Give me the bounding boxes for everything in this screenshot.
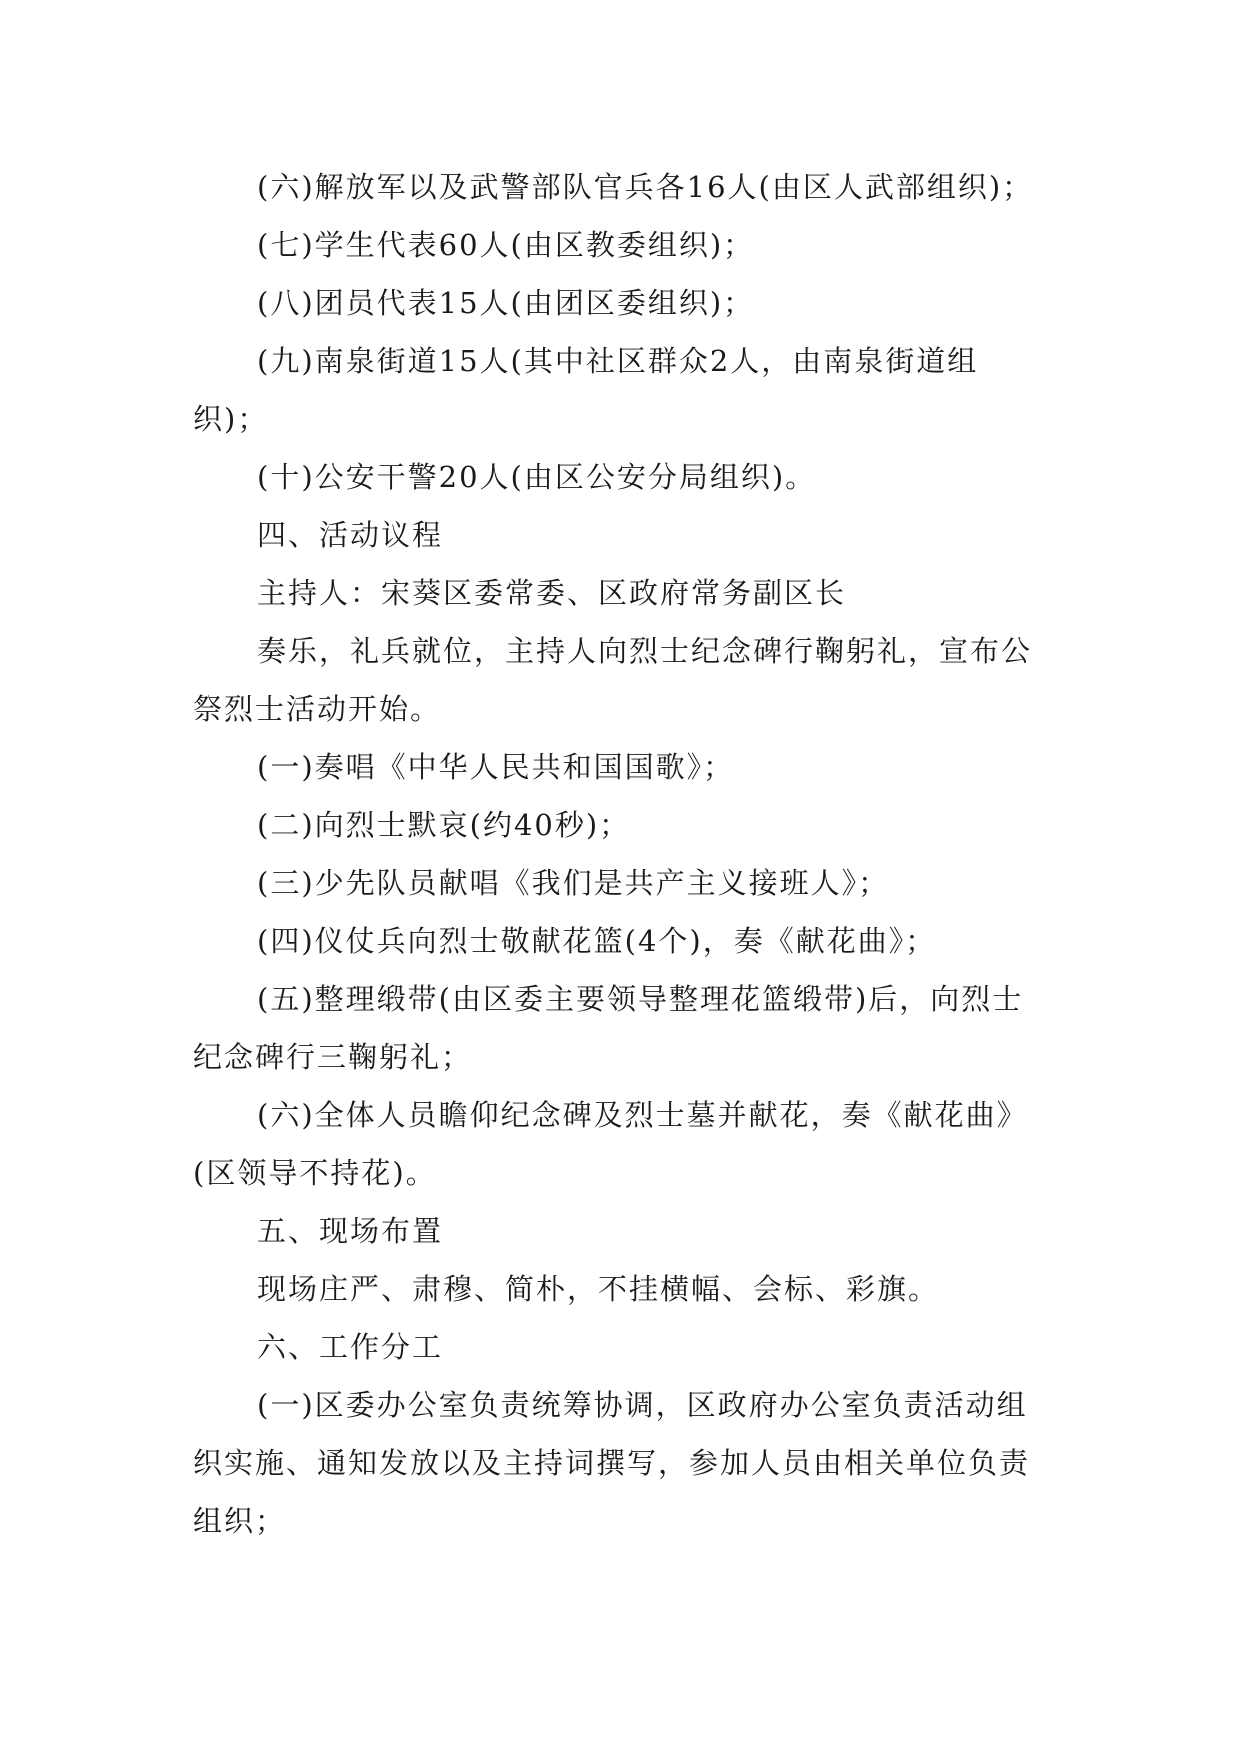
section-heading-venue: 五、现场布置 — [257, 1214, 444, 1248]
section-heading-agenda: 四、活动议程 — [257, 518, 444, 552]
agenda-item-1: (一)奏唱《中华人民共和国国歌》； — [257, 750, 735, 784]
paragraph-list-item-8: (八)团员代表15人(由团区委组织)； — [257, 286, 755, 320]
paragraph-list-item-6: (六)解放军以及武警部队官兵各16人(由区人武部组织)； — [257, 170, 1034, 204]
host-line: 主持人：宋葵区委常委、区政府常务副区长 — [257, 576, 847, 610]
paragraph-list-item-7: (七)学生代表60人(由区教委组织)； — [257, 228, 755, 262]
document-body — [193, 158, 1053, 1550]
agenda-item-4: (四)仪仗兵向烈士敬献花篮(4个)，奏《献花曲》； — [257, 924, 937, 958]
section-heading-division-of-work: 六、工作分工 — [257, 1330, 444, 1364]
venue-paragraph: 现场庄严、肃穆、简朴，不挂横幅、会标、彩旗。 — [257, 1272, 940, 1306]
agenda-item-5: (五)整理缎带(由区委主要领导整理花篮缎带)后，向烈士纪念碑行三鞠躬礼； — [193, 982, 1024, 1074]
paragraph-list-item-10: (十)公安干警20人(由区公安分局组织)。 — [257, 460, 817, 494]
agenda-item-6: (六)全体人员瞻仰纪念碑及烈士墓并献花，奏《献花曲》(区领导不持花)。 — [193, 1098, 1028, 1190]
agenda-item-2: (二)向烈士默哀(约40秒)； — [257, 808, 631, 842]
agenda-item-3: (三)少先队员献唱《我们是共产主义接班人》； — [257, 866, 890, 900]
opening-paragraph: 奏乐，礼兵就位，主持人向烈士纪念碑行鞠躬礼，宣布公祭烈士活动开始。 — [193, 634, 1033, 726]
work-item-1: (一)区委办公室负责统筹协调，区政府办公室负责活动组织实施、通知发放以及主持词撰写，参加人员由相关单位负责组织； — [193, 1388, 1031, 1538]
paragraph-list-item-9: (九)南泉街道15人(其中社区群众2人，由南泉街道组织)； — [193, 344, 979, 436]
